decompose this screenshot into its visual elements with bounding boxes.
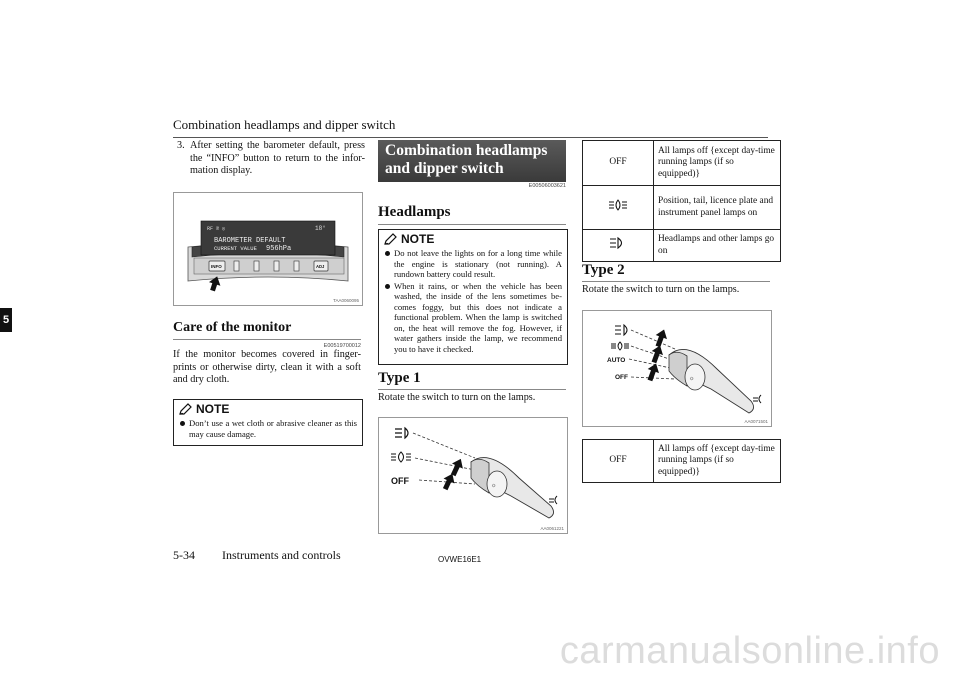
figure-code: AA0061221 (540, 526, 564, 531)
care-text: If the monitor becomes covered in finger-prints or otherwise dirty, clean it with a soft and dry cloth. (173, 349, 361, 386)
note-label: NOTE (196, 402, 230, 416)
type1-title: Type 1 (378, 370, 566, 390)
figure-code: AA0071501 (744, 419, 768, 424)
headlamps-title: Headlamps (378, 204, 566, 225)
care-code: E00519700012 (323, 343, 361, 349)
headlamp-icon (395, 428, 408, 438)
type1-text: Rotate the switch to turn on the lamps. (378, 392, 536, 403)
headlamp-icon (609, 236, 627, 250)
arrow-up-icon (648, 343, 665, 364)
arrow-up-icon (652, 327, 669, 348)
svg-text:RF ℗ ◎: RF ℗ ◎ (207, 226, 226, 232)
figure-code: TAA0060095 (333, 298, 359, 303)
front-fog-icon (753, 395, 761, 403)
adj-button-label: ADJ (316, 264, 325, 269)
table-cell-key (583, 186, 654, 230)
svg-text:☼: ☼ (491, 483, 497, 489)
chapter-tab: 5 (0, 308, 12, 332)
note-item (379, 248, 567, 280)
table-cell-value: Headlamps and other lamps go on (654, 230, 781, 262)
care-title: Care of the monitor (173, 320, 361, 340)
figure-type1 (378, 417, 568, 534)
step-3 (177, 140, 365, 178)
display-line2: CURRENT VALUE (214, 245, 257, 252)
note-text: Don’t use a wet cloth or abrasive cleaner as this may cause damage. (189, 418, 357, 439)
note-header (174, 400, 362, 418)
note-label: NOTE (401, 232, 435, 246)
arrow-up-icon (644, 361, 661, 382)
note-item (174, 418, 362, 439)
auto-label: AUTO (607, 357, 626, 364)
note-header (379, 230, 567, 248)
note-item (379, 281, 567, 355)
display-value: 956hPa (266, 245, 292, 253)
note-text: When it rains, or when the vehicle has been washed, the inside of the lens sometimes be-comes foggy, but this does not indicate a functional problem. When the lamp is switched on, the heat will remove the fog. However, if water gathers inside the lamp, we recommend you to have it checked. (394, 280, 562, 354)
note-text: Do not leave the lights on for a long time while the engine is stationary (not running). A rundown battery could result. (394, 248, 562, 279)
type2-title: Type 2 (582, 262, 770, 282)
info-button-label: INFO (211, 264, 222, 269)
svg-text:☼: ☼ (689, 376, 695, 382)
footer-section: Instruments and controls (222, 548, 341, 562)
bullet-icon (385, 251, 390, 256)
note-box-headlamps (378, 229, 568, 365)
monitor-illustration (174, 193, 362, 305)
position-lamp-icon (391, 452, 411, 462)
display-temp: 18° (315, 225, 326, 232)
type2-text: Rotate the switch to turn on the lamps. (582, 284, 740, 295)
table-cell-value: All lamps off {except day-time running lamps (if so equipped)} (654, 141, 781, 186)
watermark: carmanualsonline.info (559, 630, 940, 672)
table-cell-key (583, 230, 654, 262)
table-row (583, 440, 781, 483)
off-label: OFF (391, 476, 409, 486)
page-number: 5-34 (173, 548, 195, 562)
step-text: After setting the barometer default, press the “INFO” button to return to the infor-mation display. (190, 140, 365, 177)
table-cell-key: OFF (583, 141, 654, 186)
table-cell-key: OFF (583, 440, 654, 483)
footer-code: OVWE16E1 (438, 555, 482, 564)
off-label: OFF (615, 374, 628, 381)
note-box-monitor (173, 399, 363, 446)
step-number: 3. (177, 140, 185, 151)
table-row (583, 186, 781, 230)
front-fog-icon (549, 496, 557, 504)
note-pencil-icon (178, 403, 193, 416)
headlamp-icon (615, 325, 627, 335)
display-line1: BAROMETER DEFAULT (214, 237, 286, 245)
position-lamp-icon (611, 342, 629, 350)
bullet-icon (180, 421, 185, 426)
banner-code: E00506003621 (528, 183, 566, 189)
table-row (583, 141, 781, 186)
figure-monitor (173, 192, 363, 306)
switch-type1-illustration (379, 418, 567, 533)
page-header: Combination headlamps and dipper switch (173, 117, 768, 138)
lamp-table-type1 (582, 140, 781, 262)
lamp-table-type2 (582, 439, 781, 483)
arrow-up-icon (448, 456, 466, 477)
note-pencil-icon (383, 233, 398, 246)
table-row (583, 230, 781, 262)
position-lamp-icon (608, 198, 628, 212)
switch-type2-illustration (583, 311, 771, 426)
table-cell-value: Position, tail, licence plate and instrument panel lamps on (654, 186, 781, 230)
section-banner: Combination headlamps and dipper switch (378, 140, 566, 182)
table-cell-value: All lamps off {except day-time running lamps (if so equipped)} (654, 440, 781, 483)
figure-type2 (582, 310, 772, 427)
bullet-icon (385, 284, 390, 289)
